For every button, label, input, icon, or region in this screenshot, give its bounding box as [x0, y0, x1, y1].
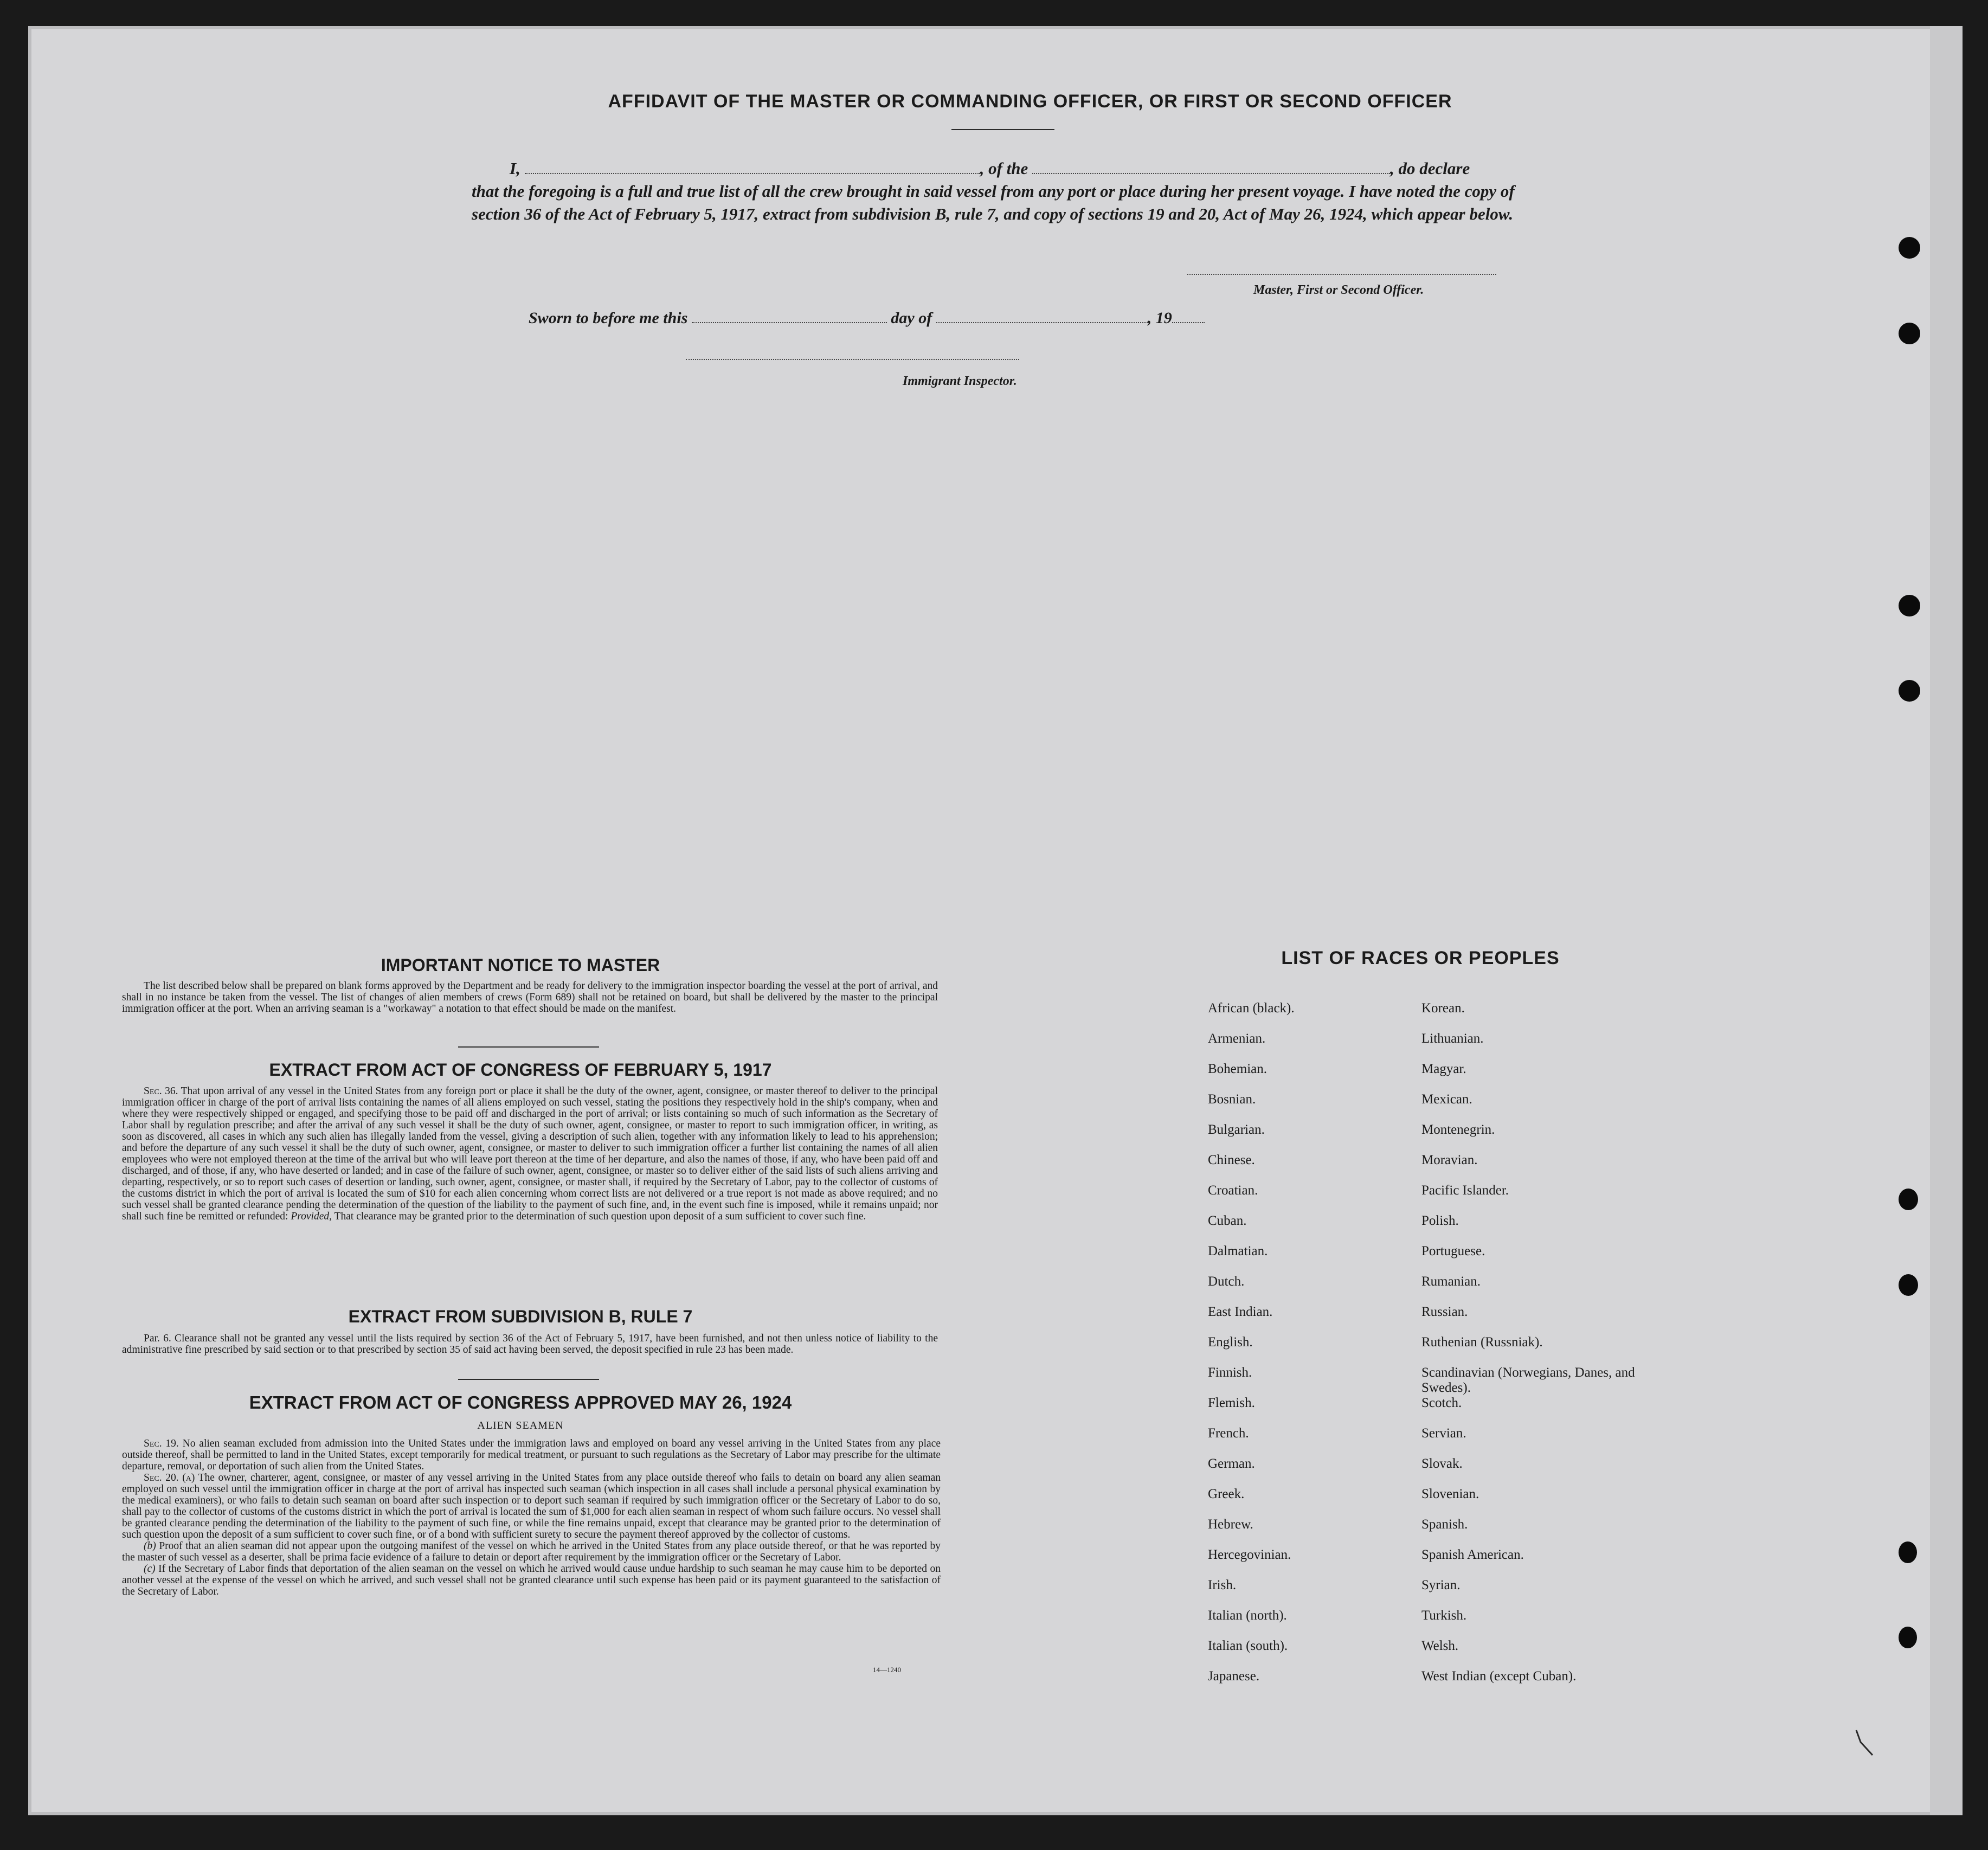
- check-mark-icon: [1854, 1727, 1876, 1759]
- race-item: West Indian (except Cuban).: [1421, 1669, 1577, 1684]
- race-item: Syrian.: [1421, 1578, 1461, 1592]
- race-item: Korean.: [1421, 1001, 1465, 1016]
- proviso-label: Provided,: [291, 1211, 332, 1222]
- race-item: Slovak.: [1421, 1456, 1463, 1471]
- race-item: Servian.: [1421, 1426, 1466, 1441]
- race-item: Irish.: [1208, 1578, 1237, 1592]
- race-item: Italian (north).: [1208, 1608, 1287, 1623]
- punch-hole: [1899, 595, 1920, 616]
- title-divider: [951, 129, 1054, 130]
- act-1917-text: [122, 1085, 938, 1222]
- race-item: Hercegovinian.: [1208, 1547, 1291, 1562]
- race-item: Spanish.: [1421, 1517, 1468, 1532]
- race-item: Portuguese.: [1421, 1244, 1485, 1258]
- race-item: Croatian.: [1208, 1183, 1258, 1198]
- sec-20a-text: The owner, charterer, agent, consignee, or master of any vessel arriving in the United States from any place outside thereof who fails to detain on board any alien seaman employed on such vessel until the immigration officer in charge at the port of arrival has inspected such seaman (which inspection in all cases shall include a personal physical examination by the medical examiners), or who fails to detain such seaman on board after such inspection or to deport such seaman if required by such immigration officer or the Secretary of Labor to do so, shall pay to the collector of customs of the customs district in which the port of arrival is located the sum of $1,000 for each alien seaman in respect of whom such failure occurs. No vessel shall be granted clearance pending the determination of the liability to the payment of such fine, or while the fine remains unpaid, except that clearance may be granted prior to the determination of such question upon the deposit of a sum sufficient to cover such fine, or of a bond with sufficient surety to secure the payment thereof approved by the collector of customs.: [122, 1472, 941, 1540]
- races-heading: LIST OF RACES OR PEOPLES: [1281, 948, 1560, 968]
- race-item: Magyar.: [1421, 1062, 1466, 1076]
- sworn-year-field[interactable]: [1172, 309, 1205, 323]
- form-number: 14—1240: [873, 1666, 901, 1674]
- race-item: Armenian.: [1208, 1031, 1266, 1046]
- race-item: African (black).: [1208, 1001, 1295, 1016]
- officer-name-field[interactable]: [525, 160, 980, 174]
- sworn-month-field[interactable]: [936, 309, 1148, 323]
- rule-7-heading: EXTRACT FROM SUBDIVISION B, RULE 7: [348, 1307, 693, 1326]
- race-item: Bosnian.: [1208, 1092, 1256, 1107]
- race-item: Ruthenian (Russniak).: [1421, 1335, 1543, 1350]
- race-item: Japanese.: [1208, 1669, 1260, 1684]
- vessel-name-field[interactable]: [1032, 160, 1390, 174]
- notice-paragraph: The list described below shall be prepared on blank forms approved by the Department and be ready for delivery to the immigration inspector boarding the vessel at the port of arrival, and shall in no instance be taken from the vessel. The list of changes of alien members of crews (Form 689) shall not be retained on board, but shall be delivered by the master to the principal immigration officer at the port. When an arriving seaman is a "workaway" a notation to that effect should be made on the manifest.: [122, 980, 938, 1014]
- affidavit-title: AFFIDAVIT OF THE MASTER OR COMMANDING OFFICER, OR FIRST OR SECOND OFFICER: [608, 91, 1452, 112]
- sheet-edge: [1930, 26, 1963, 1815]
- alien-seamen-heading: ALIEN SEAMEN: [477, 1419, 564, 1431]
- rule-7-paragraph: Par. 6. Clearance shall not be granted any vessel until the lists required by section 36 of the Act of February 5, 1917, have been furnished, and not then unless notice of liability to the administrative fine prescribed by said section or to that prescribed by section 35 of said act having been served, the deposit specified in rule 23 has been made.: [122, 1333, 938, 1356]
- affidavit-text: that the foregoing is a full and true list of all the crew brought in said vessel from any port or place during her present voyage. I have noted the copy of section 36 of the Act of February 5, 1917, extract from subdivision B, rule 7, and copy of sections 19 and 20, Act of May 26, 1924, which appear below.: [472, 182, 1515, 223]
- rule-7-divider: [458, 1379, 599, 1380]
- i-label: I,: [510, 159, 520, 178]
- race-item: Scotch.: [1421, 1396, 1462, 1410]
- act-1917-heading: EXTRACT FROM ACT OF CONGRESS OF FEBRUARY 5, 1917: [269, 1060, 772, 1080]
- punch-hole: [1899, 1541, 1917, 1563]
- sec-36-text: That upon arrival of any vessel in the United States from any foreign port or place it shall be the duty of the owner, agent, consignee, or master thereof to deliver to the principal immigration officer in charge of the port of arrival lists containing the names of all aliens employed on such vessel, stating the positions they respectively hold in the ship's company, when and where they were respectively shipped or engaged, and specifying those to be paid off and discharged in the port of arrival; or lists containing so much of such information as the Secretary of Labor shall by regulation prescribe; and after the arrival of any such vessel it shall be the duty of such owner, agent, consignee, or master to report to such immigration officer, in writing, as soon as discovered, all cases in which any such alien has illegally landed from the vessel, giving a description of such alien, together with any information likely to lead to his apprehension; and before the departure of any such vessel it shall be the duty of such owner, agent, consignee, or master to deliver to such immigration officer a further list containing the names of all alien employees who were not employed thereon at the time of the arrival but who will leave port thereon at the time of her departure, and also the names of those, if any, who have been paid off and discharged, and of those, if any, who have deserted or landed; and in case of the failure of such owner, agent, consignee, or master so to deliver either of the said lists of such aliens arriving and departing, respectively, or so to report such cases of desertion or landing, such owner, agent, consignee, or master shall, if required by the Secretary of Labor, pay to the collector of customs of the customs district in which the port of arrival is located the sum of $10 for each alien concerning whom correct lists are not delivered or a true report is not made as above required; and no such vessel shall be granted clearance pending the determination of the question of the liability to the payment of such fine, and, in the event such fine is imposed, while it remains unpaid; nor shall such fine be remitted or refunded:: [122, 1085, 938, 1222]
- inspector-label: Immigrant Inspector.: [903, 374, 1017, 388]
- race-item: Russian.: [1421, 1305, 1468, 1319]
- sec-19-label: Sec. 19.: [144, 1438, 179, 1449]
- race-item: Flemish.: [1208, 1396, 1255, 1410]
- sec-20b-label: (b): [144, 1540, 156, 1552]
- sec-20c-text: If the Secretary of Labor finds that deportation of the alien seaman on the vessel on which he arrived would cause undue hardship to such seaman he may cause him to be deported on another vessel at the expense of the vessel on which he arrived, and such vessel shall not be granted clearance until such expense has been paid or its payment guaranteed to the satisfaction of the Secretary of Labor.: [122, 1563, 941, 1597]
- punch-hole: [1899, 1627, 1917, 1648]
- race-item: Scandinavian (Norwegians, Danes, and Swedes).: [1421, 1365, 1635, 1395]
- act-1924-text: [122, 1438, 941, 1597]
- race-item: Moravian.: [1421, 1153, 1478, 1167]
- race-item: Dutch.: [1208, 1274, 1245, 1289]
- inspector-signature-line[interactable]: [686, 359, 1019, 360]
- race-item: Welsh.: [1421, 1639, 1459, 1653]
- race-item: Polish.: [1421, 1213, 1459, 1228]
- punch-hole: [1899, 1274, 1918, 1296]
- race-item: Bohemian.: [1208, 1062, 1268, 1076]
- race-item: Hebrew.: [1208, 1517, 1253, 1532]
- punch-hole: [1899, 1189, 1918, 1210]
- sec-20c-label: (c): [144, 1563, 156, 1575]
- race-item: Bulgarian.: [1208, 1122, 1265, 1137]
- notice-text: [122, 980, 938, 1014]
- act-1924-heading: EXTRACT FROM ACT OF CONGRESS APPROVED MAY 26, 1924: [249, 1392, 792, 1412]
- sec-20-label: Sec. 20. (a): [144, 1472, 195, 1483]
- race-item: Chinese.: [1208, 1153, 1255, 1167]
- races-right-column: [1421, 1001, 1649, 1699]
- punch-hole: [1899, 237, 1920, 259]
- race-item: Slovenian.: [1421, 1487, 1479, 1501]
- sec-20b-text: Proof that an alien seaman did not appear upon the outgoing manifest of the vessel on which he arrived in the United States from any place outside thereof, or that he was reported by the master of such vessel as a deserter, shall be prima facie evidence of a failure to detain or deport after requirement by the immigration officer or the Secretary of Labor.: [122, 1540, 941, 1563]
- punch-hole: [1899, 680, 1920, 702]
- race-item: Turkish.: [1421, 1608, 1467, 1623]
- notice-divider: [458, 1046, 599, 1048]
- race-item: Lithuanian.: [1421, 1031, 1484, 1046]
- race-item: Cuban.: [1208, 1213, 1247, 1228]
- notice-heading: IMPORTANT NOTICE TO MASTER: [381, 955, 660, 975]
- of-the-label: , of the: [980, 159, 1028, 178]
- sworn-prefix: Sworn to before me this: [529, 309, 688, 327]
- punch-hole: [1899, 323, 1920, 344]
- sec-19-text: No alien seaman excluded from admission into the United States under the immigration laws and employed on board any vessel arriving in the United States from any place outside thereof, shall be permitted to land in the United States, except temporarily for medical treatment, or pursuant to such regulations as the Secretary of Labor may prescribe for the ultimate departure, removal, or deportation of such alien from the United States.: [122, 1438, 941, 1472]
- race-item: Montenegrin.: [1421, 1122, 1495, 1137]
- race-item: Greek.: [1208, 1487, 1245, 1501]
- race-item: French.: [1208, 1426, 1249, 1441]
- sworn-day-field[interactable]: [692, 309, 887, 323]
- day-of-label: day of: [891, 309, 932, 327]
- race-item: Rumanian.: [1421, 1274, 1481, 1289]
- race-item: Spanish American.: [1421, 1547, 1524, 1562]
- race-item: Finnish.: [1208, 1365, 1252, 1380]
- declare-label: , do declare: [1390, 159, 1470, 178]
- race-item: Pacific Islander.: [1421, 1183, 1509, 1198]
- race-item: Dalmatian.: [1208, 1244, 1268, 1258]
- sec-36-label: Sec. 36.: [144, 1085, 178, 1097]
- affidavit-statement: [472, 157, 1534, 226]
- signature-label: Master, First or Second Officer.: [1253, 283, 1424, 297]
- race-item: English.: [1208, 1335, 1253, 1350]
- sworn-line: [529, 309, 1205, 327]
- races-left-column: [1208, 1001, 1403, 1699]
- signature-line[interactable]: [1187, 274, 1496, 275]
- race-item: German.: [1208, 1456, 1255, 1471]
- race-item: Italian (south).: [1208, 1639, 1288, 1653]
- declaration-line: [472, 157, 1534, 180]
- race-item: Mexican.: [1421, 1092, 1472, 1107]
- proviso-text: That clearance may be granted prior to the determination of such question upon deposit of a sum sufficient to cover such fine.: [334, 1211, 866, 1222]
- race-item: East Indian.: [1208, 1305, 1273, 1319]
- rule-7-text: [122, 1333, 938, 1356]
- year-prefix: , 19: [1147, 309, 1172, 327]
